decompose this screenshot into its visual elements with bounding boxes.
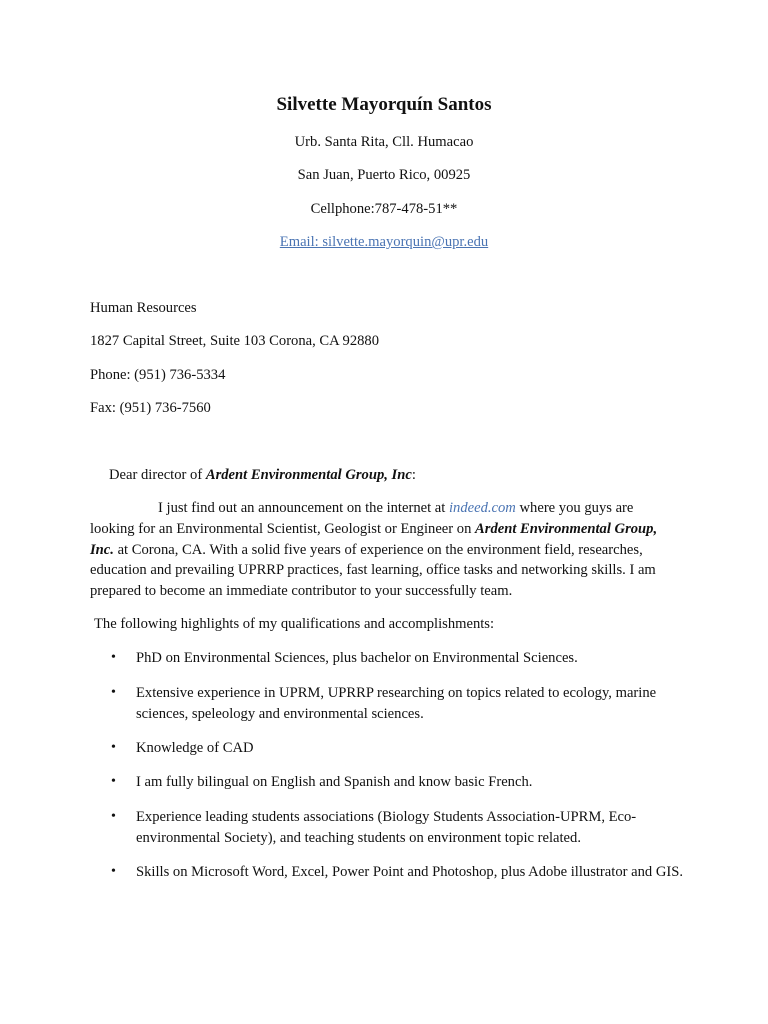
bullet-marker: • [111,864,116,879]
highlight-item: Skills on Microsoft Word, Excel, Power Point and Photoshop, plus Adobe illustrator and GIS. [136,864,684,880]
sender-cellphone: Cellphone:787-478-51** [310,201,458,217]
body-paragraph-1 [90,498,680,602]
sender-address-line2: San Juan, Puerto Rico, 00925 [297,167,471,183]
salutation [109,465,416,485]
paragraph-1-company: Ardent Environmental Group, Inc. [90,520,658,558]
bullet-marker: • [111,740,116,755]
salutation-prefix: Dear director of [109,467,206,483]
bullet-marker: • [111,685,116,700]
highlights-intro: The following highlights of my qualifications and accomplishments: [94,616,495,632]
sender-address-line1: Urb. Santa Rita, Cll. Humacao [294,134,474,150]
sender-email-line [0,232,768,252]
paragraph-1-text-a: I just find out an announcement on the internet at [158,500,449,516]
recipient-fax: Fax: (951) 736-7560 [90,400,211,416]
bullet-marker: • [111,809,116,824]
recipient-address: 1827 Capital Street, Suite 103 Corona, CA 92880 [90,333,380,349]
bullet-marker: • [111,650,116,665]
highlight-item: I am fully bilingual on English and Spanish and know basic French. [136,774,533,790]
sender-email-link[interactable]: Email: silvette.mayorquin@upr.edu [279,234,489,250]
paragraph-1-text-c: at Corona, CA. With a solid five years of experience on the environment field, researches, education and prevailing UPRRP practices, fast learning, office tasks and networking skills. I am prepared to become an immediate contributor to your successfully team. [90,541,656,600]
salutation-suffix: : [411,467,416,483]
highlight-item: Knowledge of CAD [136,740,254,756]
indeed-link[interactable]: indeed.com [448,500,516,516]
recipient-department: Human Resources [90,300,197,316]
recipient-phone: Phone: (951) 736-5334 [90,367,226,383]
highlight-item: Extensive experience in UPRM, UPRRP researching on topics related to ecology, marine sciences, speleology and environmental sciences. [136,685,657,722]
highlight-item: Experience leading students associations (Biology Students Association-UPRM, Eco-environmental Society), and teaching students on environment topic related. [136,809,637,846]
salutation-company: Ardent Environmental Group, Inc [205,467,412,483]
paragraph-1-text-b: where you guys are looking for an Environmental Scientist, Geologist or Engineer on [90,500,634,537]
sender-name: Silvette Mayorquín Santos [276,94,492,115]
bullet-marker: • [111,774,116,789]
highlight-item: PhD on Environmental Sciences, plus bachelor on Environmental Sciences. [136,650,578,666]
